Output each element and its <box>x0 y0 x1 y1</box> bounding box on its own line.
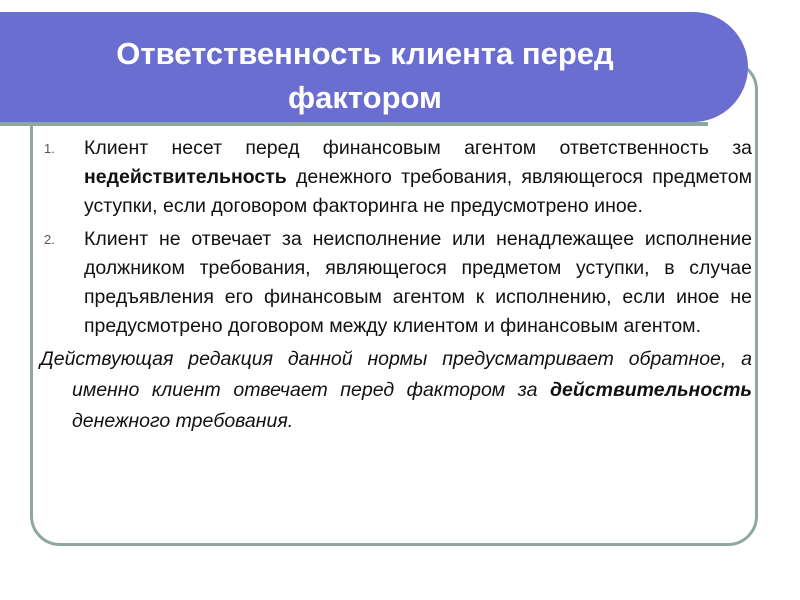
content-list <box>40 134 752 437</box>
bold-term: недействительность <box>84 166 287 188</box>
text-segment: денежного требования. <box>72 410 294 432</box>
text-segment: Клиент несет перед финансовым агентом ответственность за <box>84 137 752 159</box>
note-paragraph <box>40 344 752 437</box>
bold-term: действительность <box>549 379 752 401</box>
text-segment: Действующая редакция данной нормы предусматривает обратное, а именно клиент отвечает перед фактором за <box>40 348 752 401</box>
list-item-text: Клиент не отвечает за неисполнение или ненадлежащее исполнение должником требования, являющегося предметом уступки, в случае предъявления его финансовым агентом к исполнению, если иное не предусмотрено договором между клиентом и финансовым агентом. <box>84 228 752 337</box>
slide-title-line-2: фактором <box>288 80 442 115</box>
slide-title <box>40 32 690 120</box>
list-item <box>40 134 752 221</box>
list-number: 2. <box>44 232 55 247</box>
slide-title-line-1: Ответственность клиента перед <box>116 36 614 71</box>
title-banner <box>0 12 748 122</box>
list-number: 1. <box>44 141 55 156</box>
title-underline <box>0 122 708 126</box>
list-item-text <box>84 134 752 221</box>
text-segment: денежного требования, являющегося предметом уступки, если договором факторинга не предусмотрено иное. <box>84 166 752 217</box>
list-item <box>40 225 752 341</box>
